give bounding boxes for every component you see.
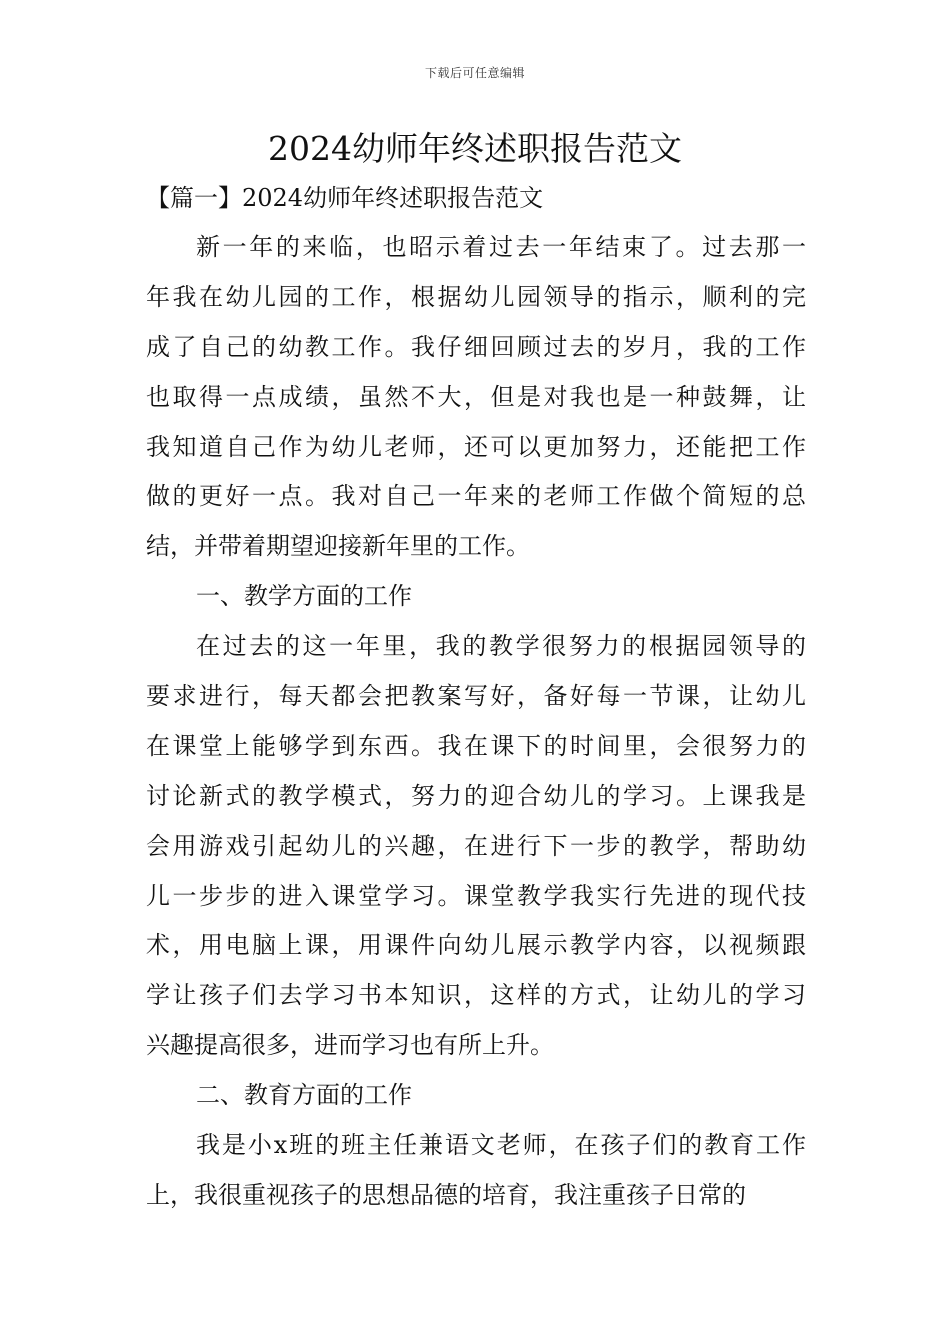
- paragraph-line: 我是小x班的班主任兼语文老师，在孩子们的教育工作: [196, 1131, 806, 1160]
- paragraph: [146, 1071, 806, 1121]
- paragraph-line: 结，并带着期望迎接新年里的工作。: [146, 532, 530, 561]
- paragraph-line: 我知道自己作为幼儿老师，还可以更加努力，还能把工作: [146, 432, 806, 461]
- paragraph: [146, 572, 806, 622]
- document-body: [146, 223, 806, 1221]
- paragraph-line: 一、教学方面的工作: [196, 582, 412, 611]
- paragraph-line: 在过去的这一年里，我的教学很努力的根据园领导的: [196, 632, 806, 661]
- paragraph-line: 年我在幼儿园的工作，根据幼儿园领导的指示，顺利的完: [146, 282, 806, 311]
- header-note: 下载后可任意编辑: [424, 66, 525, 80]
- paragraph: [146, 1121, 806, 1221]
- paragraph-line: 术，用电脑上课，用课件向幼儿展示教学内容，以视频跟: [146, 931, 806, 960]
- paragraph-line: 儿一步步的进入课堂学习。课堂教学我实行先进的现代技: [146, 881, 806, 910]
- paragraph-line: 学让孩子们去学习书本知识，这样的方式，让幼儿的学习: [146, 981, 806, 1010]
- paragraph-line: 上，我很重视孩子的思想品德的培育，我注重孩子日常的: [146, 1180, 746, 1209]
- paragraph-line: 做的更好一点。我对自己一年来的老师工作做个简短的总: [146, 482, 806, 511]
- paragraph-line: 二、教育方面的工作: [196, 1081, 412, 1110]
- paragraph-line: 要求进行，每天都会把教案写好，备好每一节课，让幼儿: [146, 682, 806, 711]
- paragraph-line: 成了自己的幼教工作。我仔细回顾过去的岁月，我的工作: [146, 332, 806, 361]
- paragraph: [146, 223, 806, 572]
- paragraph-line: 兴趣提高很多，进而学习也有所上升。: [146, 1031, 554, 1060]
- paragraph: [146, 622, 806, 1071]
- paragraph-line: 会用游戏引起幼儿的兴趣，在进行下一步的教学，帮助幼: [146, 831, 806, 860]
- document-title: 2024幼师年终述职报告范文: [268, 129, 682, 168]
- paragraph-line: 讨论新式的教学模式，努力的迎合幼儿的学习。上课我是: [146, 781, 806, 810]
- section-heading: 【篇一】2024幼师年终述职报告范文: [146, 184, 544, 212]
- paragraph-line: 在课堂上能够学到东西。我在课下的时间里，会很努力的: [146, 731, 806, 760]
- paragraph-line: 新一年的来临，也昭示着过去一年结束了。过去那一: [196, 233, 806, 261]
- paragraph-line: 也取得一点成绩，虽然不大，但是对我也是一种鼓舞，让: [146, 382, 806, 411]
